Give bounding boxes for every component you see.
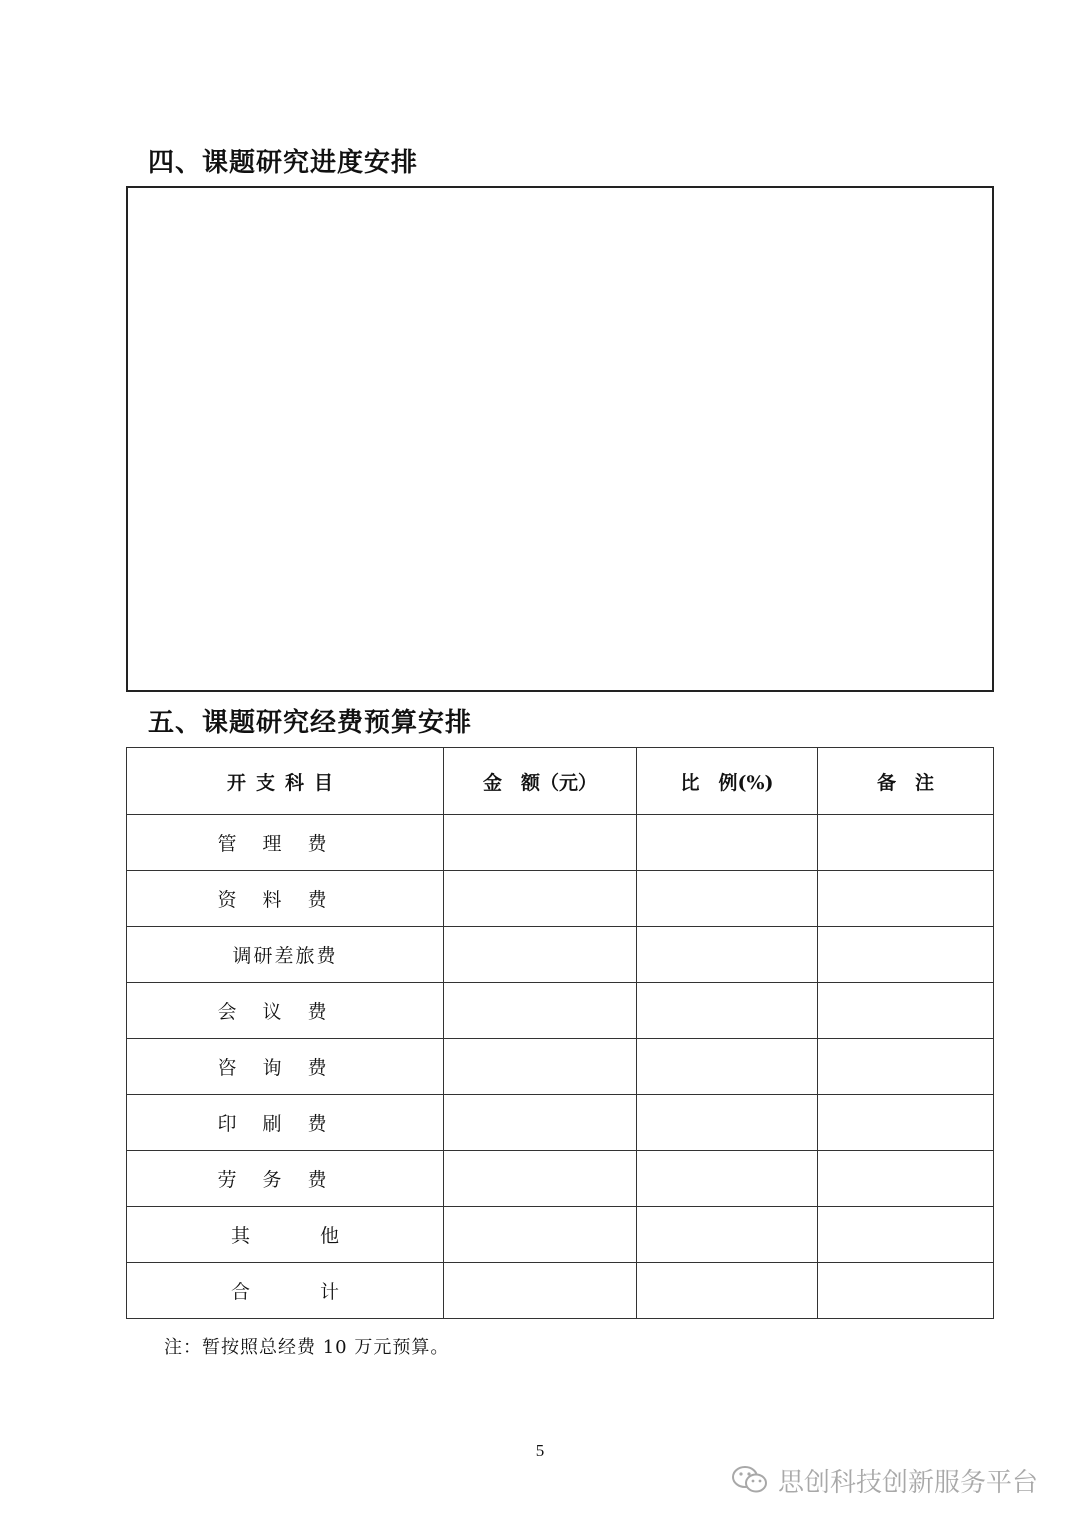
amount-cell — [444, 1039, 637, 1095]
amount-cell — [444, 983, 637, 1039]
watermark — [730, 1460, 1038, 1500]
section-5-title: 五、课题研究经费预算安排 — [148, 708, 473, 738]
ratio-cell — [637, 871, 818, 927]
wechat-icon — [730, 1464, 770, 1496]
progress-schedule-box — [126, 186, 994, 692]
row-label: 管理费 — [127, 815, 444, 871]
table-row — [127, 1263, 994, 1319]
amount-cell — [444, 1207, 637, 1263]
ratio-cell — [637, 983, 818, 1039]
ratio-cell — [637, 1151, 818, 1207]
ratio-cell — [637, 927, 818, 983]
row-label: 合计 — [127, 1263, 444, 1319]
row-label: 劳务费 — [127, 1151, 444, 1207]
amount-cell — [444, 871, 637, 927]
header-remarks: 备 注 — [818, 748, 994, 815]
ratio-cell — [637, 1263, 818, 1319]
page-number: 5 — [535, 1441, 545, 1460]
amount-cell — [444, 927, 637, 983]
ratio-cell — [637, 1095, 818, 1151]
ratio-cell — [637, 1039, 818, 1095]
amount-cell — [444, 815, 637, 871]
header-ratio: 比 例(%) — [637, 748, 818, 815]
header-expense-item: 开支科目 — [127, 748, 444, 815]
remarks-cell — [818, 1207, 994, 1263]
budget-table-header-row — [127, 748, 994, 815]
amount-cell — [444, 1263, 637, 1319]
header-amount: 金 额（元） — [444, 748, 637, 815]
remarks-cell — [818, 815, 994, 871]
row-label: 咨询费 — [127, 1039, 444, 1095]
row-label: 会议费 — [127, 983, 444, 1039]
remarks-cell — [818, 1263, 994, 1319]
row-label: 调研差旅费 — [127, 927, 444, 983]
remarks-cell — [818, 871, 994, 927]
watermark-text: 思创科技创新服务平台 — [778, 1467, 1039, 1498]
budget-note: 注：暂按照总经费 10 万元预算。 — [164, 1337, 450, 1358]
remarks-cell — [818, 983, 994, 1039]
amount-cell — [444, 1095, 637, 1151]
row-label: 印刷费 — [127, 1095, 444, 1151]
amount-cell — [444, 1151, 637, 1207]
ratio-cell — [637, 815, 818, 871]
ratio-cell — [637, 1207, 818, 1263]
table-row — [127, 983, 994, 1039]
table-row — [127, 1207, 994, 1263]
table-row — [127, 927, 994, 983]
table-row — [127, 815, 994, 871]
remarks-cell — [818, 927, 994, 983]
table-row — [127, 871, 994, 927]
section-4-title: 四、课题研究进度安排 — [148, 148, 419, 178]
remarks-cell — [818, 1039, 994, 1095]
table-row — [127, 1039, 994, 1095]
budget-table — [126, 747, 994, 1319]
table-row — [127, 1095, 994, 1151]
row-label: 资料费 — [127, 871, 444, 927]
row-label: 其他 — [127, 1207, 444, 1263]
table-row — [127, 1151, 994, 1207]
remarks-cell — [818, 1151, 994, 1207]
remarks-cell — [818, 1095, 994, 1151]
